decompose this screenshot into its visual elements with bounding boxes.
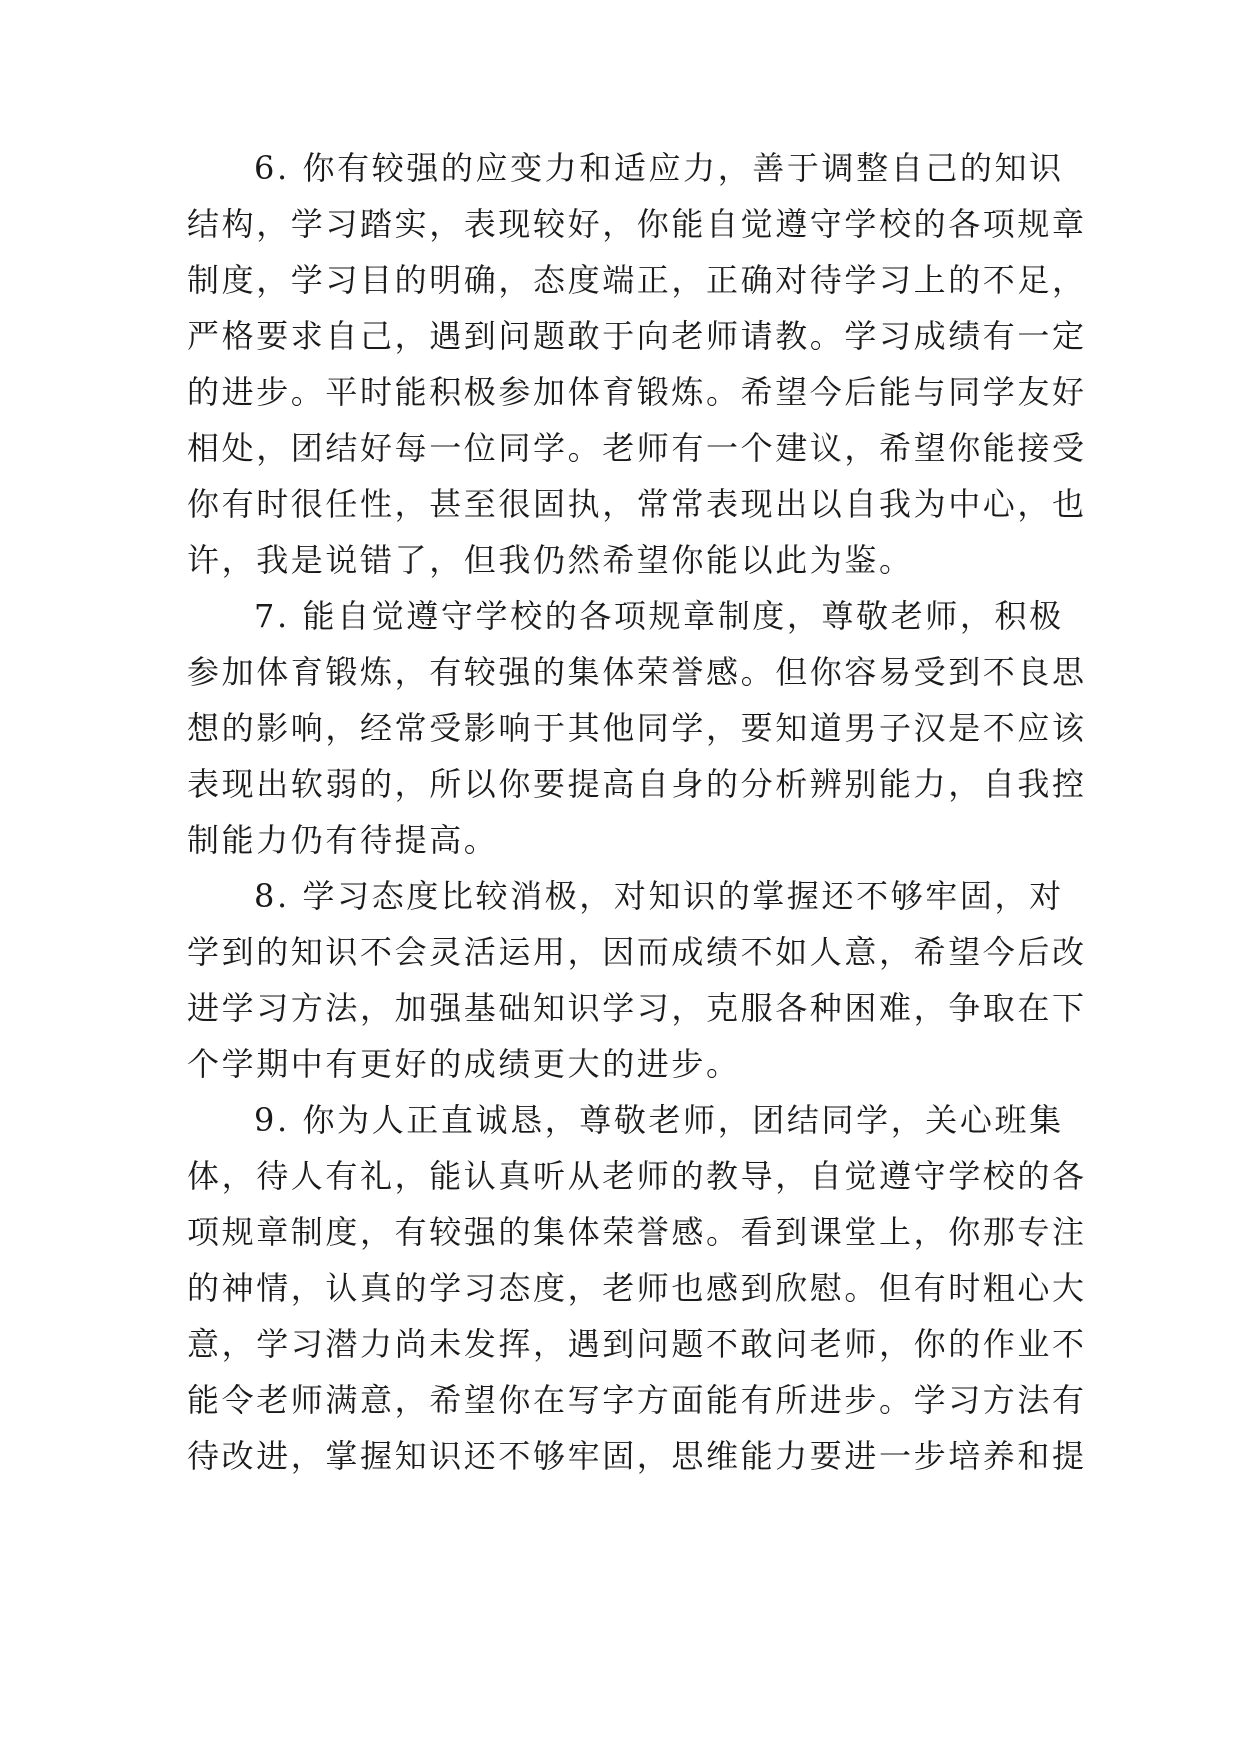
paragraph-9-line-3: 项规章制度，有较强的集体荣誉感。看到课堂上，你那专注 xyxy=(187,1213,1087,1251)
paragraph-9-line-1: 9. 你为人正直诚恳，尊敬老师，团结同学，关心班集 xyxy=(254,1101,1064,1139)
paragraph-7-line-4: 表现出软弱的，所以你要提高自身的分析辨别能力，自我控 xyxy=(187,765,1087,803)
paragraph-9-line-5: 意，学习潜力尚未发挥，遇到问题不敢问老师，你的作业不 xyxy=(187,1325,1087,1363)
paragraph-6-line-4: 严格要求自己，遇到问题敢于向老师请教。学习成绩有一定 xyxy=(187,317,1087,355)
paragraph-7-line-2: 参加体育锻炼，有较强的集体荣誉感。但你容易受到不良思 xyxy=(187,653,1087,691)
paragraph-8-line-3: 进学习方法，加强基础知识学习，克服各种困难，争取在下 xyxy=(187,989,1087,1027)
paragraph-7-line-5: 制能力仍有待提高。 xyxy=(187,821,499,859)
paragraph-6-line-1: 6. 你有较强的应变力和适应力，善于调整自己的知识 xyxy=(254,149,1064,187)
paragraph-6-line-3: 制度，学习目的明确，态度端正，正确对待学习上的不足， xyxy=(187,261,1087,299)
paragraph-9-line-4: 的神情，认真的学习态度，老师也感到欣慰。但有时粗心大 xyxy=(187,1269,1087,1307)
paragraph-6-line-6: 相处，团结好每一位同学。老师有一个建议，希望你能接受 xyxy=(187,429,1087,467)
paragraph-8-line-4: 个学期中有更好的成绩更大的进步。 xyxy=(187,1045,741,1083)
paragraph-6-line-2: 结构，学习踏实，表现较好，你能自觉遵守学校的各项规章 xyxy=(187,205,1087,243)
paragraph-6-line-8: 许，我是说错了，但我仍然希望你能以此为鉴。 xyxy=(187,541,914,579)
paragraph-7-line-1: 7. 能自觉遵守学校的各项规章制度，尊敬老师，积极 xyxy=(254,597,1064,635)
paragraph-9-line-7: 待改进，掌握知识还不够牢固，思维能力要进一步培养和提 xyxy=(187,1437,1087,1475)
paragraph-6-line-7: 你有时很任性，甚至很固执，常常表现出以自我为中心，也 xyxy=(187,485,1087,523)
paragraph-7-line-3: 想的影响，经常受影响于其他同学，要知道男子汉是不应该 xyxy=(187,709,1087,747)
paragraph-6-line-5: 的进步。平时能积极参加体育锻炼。希望今后能与同学友好 xyxy=(187,373,1087,411)
paragraph-8-line-2: 学到的知识不会灵活运用，因而成绩不如人意，希望今后改 xyxy=(187,933,1087,971)
paragraph-9-line-6: 能令老师满意，希望你在写字方面能有所进步。学习方法有 xyxy=(187,1381,1087,1419)
paragraph-8-line-1: 8. 学习态度比较消极，对知识的掌握还不够牢固，对 xyxy=(254,877,1064,915)
paragraph-9-line-2: 体，待人有礼，能认真听从老师的教导，自觉遵守学校的各 xyxy=(187,1157,1087,1195)
